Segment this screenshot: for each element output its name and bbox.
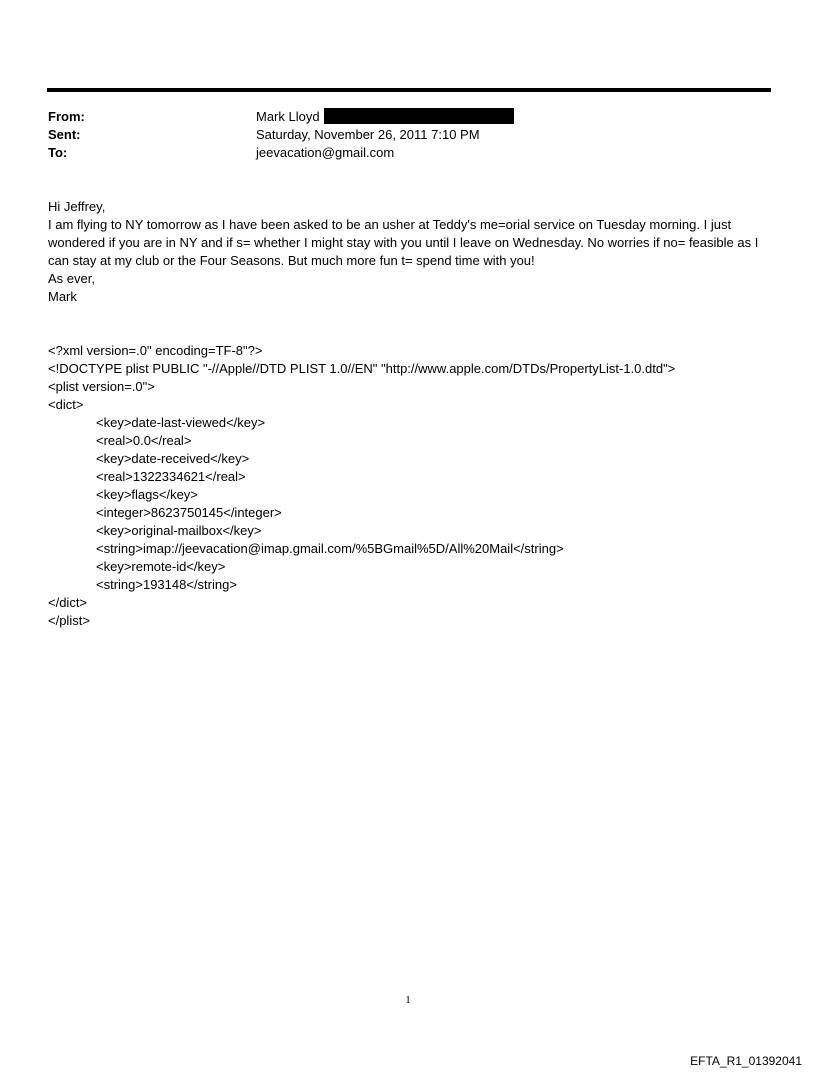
document-id: EFTA_R1_01392041 — [690, 1054, 802, 1068]
closing: As ever, — [48, 271, 95, 286]
plist-line: </dict> — [48, 595, 88, 610]
plist-line: <string>193148</string> — [96, 577, 237, 592]
from-name: Mark Lloyd — [256, 109, 320, 124]
from-label: From: — [48, 109, 85, 124]
page-number: 1 — [405, 994, 411, 1006]
plist-line: <?xml version=.0" encoding=TF-8"?> — [48, 343, 263, 358]
plist-line: <key>date-last-viewed</key> — [96, 415, 266, 430]
from-value — [256, 108, 514, 126]
plist-line: <dict> — [48, 397, 84, 412]
message-paragraph: I am flying to NY tomorrow as I have been asked to be an usher at Teddy's me=orial service on Tuesday morning. I just wondered if you are in NY and if s= whether I might stay with you until I leave on Wednesday. No worries if no= feasible as I can stay at my club or the Four Seasons. But much more fun t= spend time with you! — [48, 217, 759, 268]
sent-value: Saturday, November 26, 2011 7:10 PM — [256, 127, 480, 142]
header-rule — [47, 88, 771, 92]
plist-block — [48, 342, 770, 630]
sent-label: Sent: — [48, 127, 81, 142]
plist-line: <plist version=.0"> — [48, 379, 155, 394]
to-label: To: — [48, 145, 68, 160]
plist-line: <integer>8623750145</integer> — [96, 505, 282, 520]
plist-line: <real>1322334621</real> — [96, 469, 246, 484]
email-body — [48, 198, 770, 306]
plist-line: </plist> — [48, 613, 90, 628]
plist-line: <key>remote-id</key> — [96, 559, 226, 574]
plist-line: <key>original-mailbox</key> — [96, 523, 262, 538]
greeting: Hi Jeffrey, — [48, 199, 106, 214]
redaction-block — [324, 108, 514, 124]
to-value: jeevacation@gmail.com — [256, 145, 395, 160]
plist-line: <key>flags</key> — [96, 487, 198, 502]
plist-line: <!DOCTYPE plist PUBLIC "-//Apple//DTD PLIST 1.0//EN" "http://www.apple.com/DTDs/PropertyList-1.0.dtd"> — [48, 361, 676, 376]
plist-line: <string>imap://jeevacation@imap.gmail.com/%5BGmail%5D/All%20Mail</string> — [96, 541, 564, 556]
signature: Mark — [48, 289, 77, 304]
plist-line: <real>0.0</real> — [96, 433, 192, 448]
plist-line: <key>date-received</key> — [96, 451, 250, 466]
